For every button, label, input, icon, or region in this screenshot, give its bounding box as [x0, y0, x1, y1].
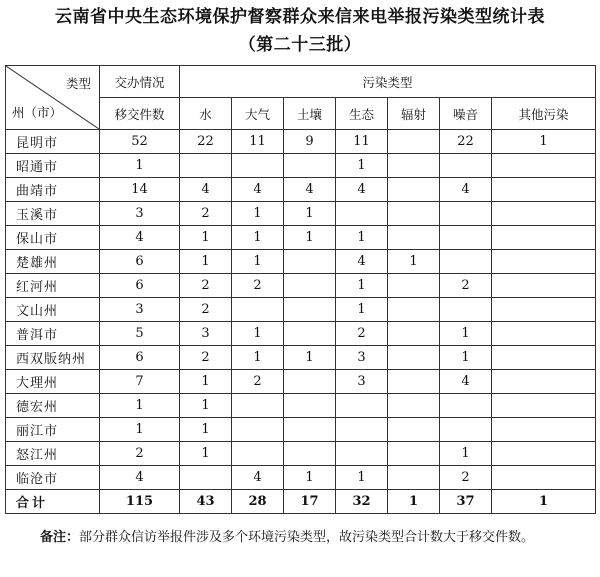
table-row	[6, 250, 596, 274]
table-cell: 22	[180, 130, 232, 154]
table-cell	[284, 370, 336, 394]
table-cell	[180, 466, 232, 490]
table-cell: 1	[336, 466, 388, 490]
table-cell: 2	[180, 202, 232, 226]
table-cell: 1	[100, 418, 180, 442]
table-row	[6, 202, 596, 226]
table-cell: 1	[180, 370, 232, 394]
table-cell	[336, 394, 388, 418]
table-cell	[492, 154, 596, 178]
table-cell: 22	[440, 130, 492, 154]
table-cell	[440, 226, 492, 250]
region-name: 文山州	[6, 298, 100, 322]
table-cell: 1	[100, 154, 180, 178]
table-cell: 4	[284, 178, 336, 202]
table-cell: 3	[336, 370, 388, 394]
table-cell	[388, 418, 440, 442]
table-cell: 2	[440, 274, 492, 298]
table-row	[6, 370, 596, 394]
region-name: 保山市	[6, 226, 100, 250]
table-cell	[388, 394, 440, 418]
region-name: 怒江州	[6, 442, 100, 466]
table-cell	[492, 346, 596, 370]
table-cell: 1	[232, 346, 284, 370]
table-cell: 17	[284, 490, 336, 514]
table-cell	[492, 274, 596, 298]
corner-label-type: 类型	[65, 76, 91, 91]
table-cell	[388, 154, 440, 178]
region-name: 大理州	[6, 370, 100, 394]
table-body	[6, 130, 596, 514]
table-cell: 52	[100, 130, 180, 154]
table-cell: 4	[180, 178, 232, 202]
table-cell: 2	[232, 274, 284, 298]
region-name: 红河州	[6, 274, 100, 298]
footnote-text: 部分群众信访举报件涉及多个环境污染类型，故污染类型合计数大于移交件数。	[79, 530, 535, 545]
table-cell: 1	[492, 130, 596, 154]
table-cell: 1	[180, 418, 232, 442]
table-cell: 4	[232, 466, 284, 490]
table-cell	[492, 178, 596, 202]
table-cell	[284, 418, 336, 442]
table-cell: 1	[284, 466, 336, 490]
table-cell: 1	[440, 442, 492, 466]
footnote-label: 备注：	[40, 530, 80, 545]
table-row	[6, 226, 596, 250]
table-cell	[492, 370, 596, 394]
table-cell: 1	[492, 490, 596, 514]
table-cell: 1	[336, 226, 388, 250]
table-cell: 1	[336, 298, 388, 322]
footnote	[14, 528, 590, 548]
table-cell: 2	[440, 466, 492, 490]
table-cell: 43	[180, 490, 232, 514]
table-cell: 3	[100, 202, 180, 226]
region-name: 普洱市	[6, 322, 100, 346]
statistics-table	[5, 65, 596, 514]
table-row	[6, 394, 596, 418]
table-cell	[388, 202, 440, 226]
table-cell: 1	[180, 394, 232, 418]
table-row	[6, 466, 596, 490]
region-name: 玉溪市	[6, 202, 100, 226]
table-cell: 1	[440, 322, 492, 346]
total-row	[6, 490, 596, 514]
table-cell: 3	[336, 346, 388, 370]
table-cell	[388, 298, 440, 322]
table-cell: 14	[100, 178, 180, 202]
table-cell	[284, 394, 336, 418]
table-cell	[336, 418, 388, 442]
table-cell: 2	[180, 274, 232, 298]
table-cell: 6	[100, 250, 180, 274]
table-cell: 1	[232, 322, 284, 346]
region-name: 丽江市	[6, 418, 100, 442]
table-cell: 1	[232, 250, 284, 274]
column-header: 土壤	[284, 98, 336, 130]
table-cell: 1	[440, 346, 492, 370]
table-cell: 37	[440, 490, 492, 514]
table-row	[6, 418, 596, 442]
table-cell	[492, 298, 596, 322]
table-cell: 3	[180, 322, 232, 346]
table-cell	[284, 274, 336, 298]
table-cell	[492, 394, 596, 418]
table-cell	[492, 322, 596, 346]
table-cell	[440, 202, 492, 226]
table-cell	[388, 346, 440, 370]
table-cell	[232, 442, 284, 466]
table-cell: 1	[388, 490, 440, 514]
table-cell: 1	[284, 202, 336, 226]
table-cell	[492, 466, 596, 490]
table-row	[6, 178, 596, 202]
table-cell: 2	[336, 322, 388, 346]
column-header: 移交件数	[100, 98, 180, 130]
table-cell	[388, 322, 440, 346]
table-cell: 2	[232, 370, 284, 394]
table-cell: 1	[180, 226, 232, 250]
column-header: 生态	[336, 98, 388, 130]
table-cell	[284, 442, 336, 466]
table-cell: 32	[336, 490, 388, 514]
table-cell	[492, 202, 596, 226]
table-row	[6, 274, 596, 298]
table-cell	[284, 154, 336, 178]
table-cell: 1	[180, 250, 232, 274]
table-row	[6, 442, 596, 466]
table-cell	[336, 442, 388, 466]
table-cell: 7	[100, 370, 180, 394]
table-row	[6, 130, 596, 154]
region-name: 德宏州	[6, 394, 100, 418]
group-header-pollution: 污染类型	[180, 66, 596, 98]
table-cell	[492, 418, 596, 442]
table-cell	[388, 466, 440, 490]
table-cell: 3	[100, 298, 180, 322]
table-cell	[284, 298, 336, 322]
table-cell: 4	[440, 370, 492, 394]
table-cell	[492, 250, 596, 274]
column-header: 辐射	[388, 98, 440, 130]
column-header: 噪音	[440, 98, 492, 130]
column-header: 大气	[232, 98, 284, 130]
table-cell: 1	[336, 154, 388, 178]
table-cell	[440, 418, 492, 442]
table-cell: 1	[232, 202, 284, 226]
page-subtitle: （第二十三批）	[238, 35, 362, 55]
table-cell: 4	[100, 466, 180, 490]
table-cell	[440, 154, 492, 178]
table-cell: 2	[180, 346, 232, 370]
table-cell: 1	[284, 346, 336, 370]
table-cell	[440, 394, 492, 418]
region-name: 昭通市	[6, 154, 100, 178]
group-header-handover: 交办情况	[100, 66, 180, 98]
table-cell: 1	[232, 226, 284, 250]
region-name: 曲靖市	[6, 178, 100, 202]
table-cell	[388, 442, 440, 466]
table-cell	[388, 370, 440, 394]
table-cell: 11	[232, 130, 284, 154]
table-cell	[336, 202, 388, 226]
table-cell	[232, 154, 284, 178]
table-cell: 1	[100, 394, 180, 418]
table-cell: 6	[100, 346, 180, 370]
table-cell	[232, 298, 284, 322]
table-cell	[492, 226, 596, 250]
table-cell	[388, 226, 440, 250]
table-row	[6, 322, 596, 346]
table-cell	[440, 250, 492, 274]
page-title: 云南省中央生态环境保护督察群众来信来电举报污染类型统计表	[55, 7, 545, 27]
corner-label-region: 州（市）	[12, 105, 63, 120]
region-name: 临沧市	[6, 466, 100, 490]
table-cell: 4	[336, 250, 388, 274]
table-cell: 6	[100, 274, 180, 298]
table-cell: 1	[284, 226, 336, 250]
table-cell: 4	[232, 178, 284, 202]
table-cell: 11	[336, 130, 388, 154]
table-cell: 2	[180, 298, 232, 322]
table-cell: 4	[440, 178, 492, 202]
table-cell: 5	[100, 322, 180, 346]
table-cell: 4	[100, 226, 180, 250]
table-cell: 1	[388, 250, 440, 274]
table-cell	[284, 322, 336, 346]
region-name: 昆明市	[6, 130, 100, 154]
table-row	[6, 154, 596, 178]
table-cell	[440, 298, 492, 322]
table-cell	[180, 154, 232, 178]
table-cell	[388, 178, 440, 202]
table-row	[6, 298, 596, 322]
table-row	[6, 346, 596, 370]
total-label: 合计	[6, 490, 100, 514]
table-cell	[232, 418, 284, 442]
table-cell: 1	[180, 442, 232, 466]
table-cell	[232, 394, 284, 418]
table-cell	[388, 130, 440, 154]
table-cell	[388, 274, 440, 298]
table-cell: 4	[336, 178, 388, 202]
column-header: 其他污染	[492, 98, 596, 130]
column-header: 水	[180, 98, 232, 130]
table-cell: 115	[100, 490, 180, 514]
table-cell: 2	[100, 442, 180, 466]
region-name: 西双版纳州	[6, 346, 100, 370]
table-cell: 28	[232, 490, 284, 514]
table-cell: 1	[336, 274, 388, 298]
region-name: 楚雄州	[6, 250, 100, 274]
table-cell	[284, 250, 336, 274]
corner-header	[6, 66, 100, 130]
table-cell: 9	[284, 130, 336, 154]
table-cell	[492, 442, 596, 466]
